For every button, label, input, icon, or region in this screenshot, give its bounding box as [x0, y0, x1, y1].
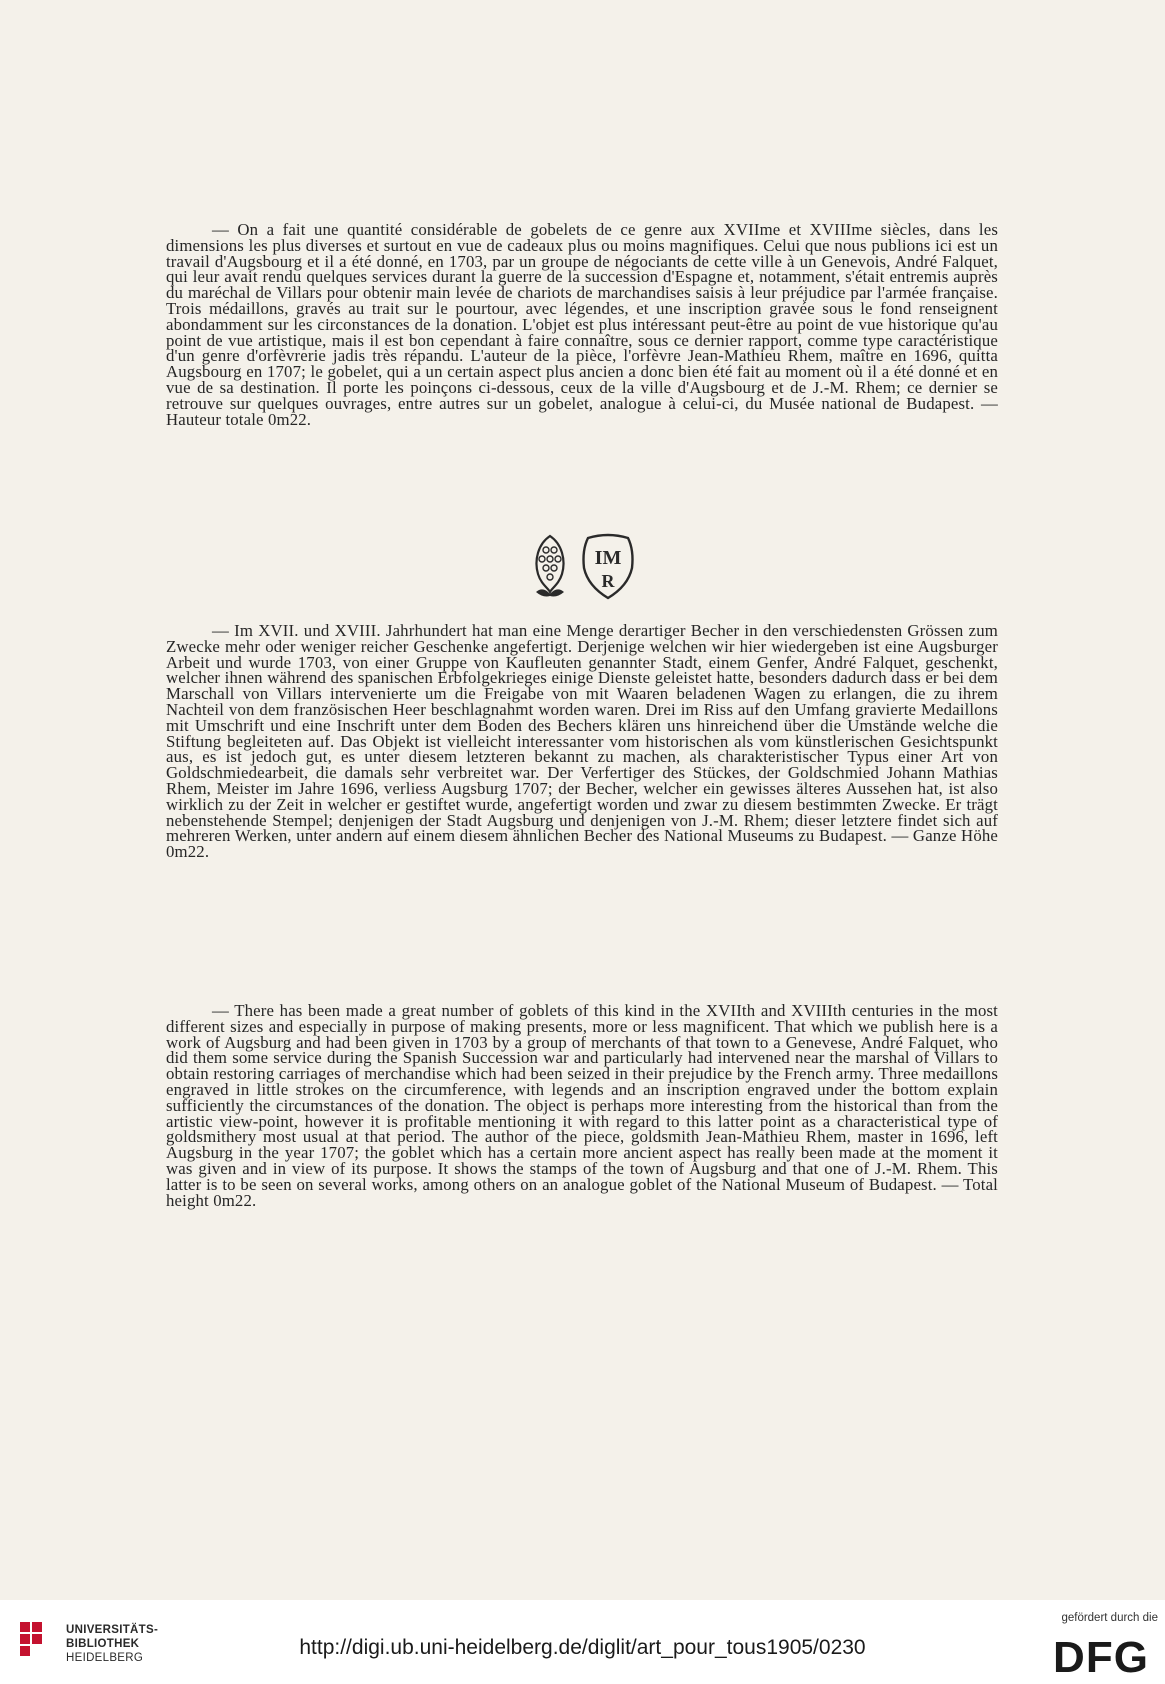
dfg-logo[interactable] [1045, 1630, 1157, 1680]
augsburg-pine-cone-stamp [536, 536, 564, 597]
permalink-url[interactable]: http://digi.ub.uni-heidelberg.de/diglit/art_pour_tous1905/0230 [299, 1636, 866, 1659]
goldsmith-stamps [528, 530, 638, 602]
paragraph-french: — On a fait une quantité considérable de gobelets de ce genre aux XVIIme et XVIIIme siècles, dans les dimensions les plus diverses et surtout en vue de cadeaux plus ou moins magnifiques. Celui que nous publions ici est un travail d'Augsbourg et il a été donné, en 1703, par un groupe de négociants de cette ville à un Genevois, André Falquet, qui leur avait rendu quelques services durant la guerre de la succession d'Espagne et, notamment, s'était entremis auprès du maréchal de Villars pour obtenir main levée de chariots de marchandises saisis à leur préjudice par l'armée française. Trois médaillons, gravés au trait sur le pourtour, avec légendes, et une inscription gravée sous le fond renseignent abondamment sur les circonstances de la donation. L'objet est plus intéressant peut-être au point de vue historique qu'au point de vue artistique, mais il est bon cependant à faire connaître, sous ce dernier rapport, comme type caractéristique d'un genre d'orfèvrerie jadis très répandu. L'auteur de la pièce, l'orfèvre Jean-Mathieu Rhem, maître en 1696, quitta Augsbourg en 1707; le gobelet, qui a un certain aspect plus ancien a donc bien été fait au moment où il a été donné et en vue de sa destination. Il porte les poinçons ci-dessous, ceux de la ville d'Augsbourg et de J.-M. Rhem; ce dernier se retrouve sur quelques ouvrages, entre autres sur un gobelet, analogue à celui-ci, du Musée national de Budapest. — Hauteur totale 0m22. [166, 220, 998, 429]
paragraph-german: — Im XVII. und XVIII. Jahrhundert hat man eine Menge derartiger Becher in den verschiedensten Grössen zum Zwecke mehr oder weniger reicher Geschenke angefertigt. Derjenige welchen wir hier wiedergeben ist eine Augsburger Arbeit und wurde 1703, von einer Gruppe von Kaufleuten genannter Stadt, einem Genfer, André Falquet, geschenkt, welcher ihnen während des spanischen Erbfolgekrieges einige Dienste geleistet hatte, besonders dadurch dass er bei dem Marschall von Villars intervenierte um die Freigabe von mit Waaren beladenen Wagen zu erlangen, die zu ihrem Nachteil von dem französischen Heer beschlagnahmt worden waren. Drei im Riss auf den Umfang gravierte Medaillons mit Umschrift und eine Inschrift unter dem Boden des Bechers klären uns hinreichend über die Umstände welche die Stiftung begleiteten auf. Das Objekt ist vielleicht interessanter vom historischen als vom künstlerischen Gesichtspunkt aus, es ist jedoch gut, es unter diesem letzteren bekannt zu machen, als charakteristischer Typus einer Art von Goldschmiedearbeit, die damals sehr verbreitet war. Der Verfertiger des Stückes, der Goldschmied Johann Mathias Rhem, Meister im Jahre 1696, verliess Augsburg 1707; der Becher, welcher ein gewisses älteres Aussehen hat, ist also wirklich zu der Zeit in welcher er gestiftet wurde, angefertigt worden und zwar zu diesem bestimmten Zwecke. Er trägt nebenstehende Stempel; denjenigen der Stadt Augsburg und denjenigen von J.-M. Rhem; dieser letztere findet sich auf mehreren Werken, unter andern auf einem diesem ähnlichen Becher des National Museums zu Budapest. — Ganze Höhe 0m22. [166, 621, 998, 862]
stamp-initials-top: IM [594, 547, 622, 569]
library-name-line3: HEIDELBERG [66, 1652, 144, 1664]
footer-bar [0, 1600, 1165, 1684]
dfg-logo-text: DFG [1053, 1633, 1149, 1680]
library-name-line2: BIBLIOTHEK [66, 1638, 140, 1650]
rhem-maker-stamp [584, 535, 633, 598]
library-name-line1: UNIVERSITÄTS- [66, 1624, 159, 1636]
paragraph-english: — There has been made a great number of goblets of this kind in the XVIIth and XVIIIth centuries in the most different sizes and especially in purpose of making presents, more or less magnificent. That which we publish here is a work of Augsburg and had been given in 1703 by a group of merchants of that town to a Genevese, André Falquet, who did them some service during the Spanish Succession war and particularly had intervened near the marshal of Villars to obtain restoring carriages of merchandise which had been seized in their prejudice by the French army. Three medaillons engraved in little strokes on the circumference, with legends and an inscription engraved under the bottom explain sufficiently the circumstances of the donation. The object is perhaps more interesting from the historical than from the artistic view-point, however it is profitable mentioning it with regard to this latter point as a characteristical type of goldsmithery most usual at that period. The author of the piece, goldsmith Jean-Mathieu Rhem, master in 1696, left Augsburg in the year 1707; the goblet which has a certain more ancient aspect has really been made at the moment it was given and in view of its purpose. It shows the stamps of the town of Augsburg and that one of J.-M. Rhem. This latter is to be seen on several works, among others on an analogue goblet of the National Museum of Budapest. — Total height 0m22. [166, 1001, 998, 1210]
funded-by-caption: gefördert durch die [1061, 1612, 1158, 1624]
stamp-initial-bottom: R [601, 571, 615, 591]
